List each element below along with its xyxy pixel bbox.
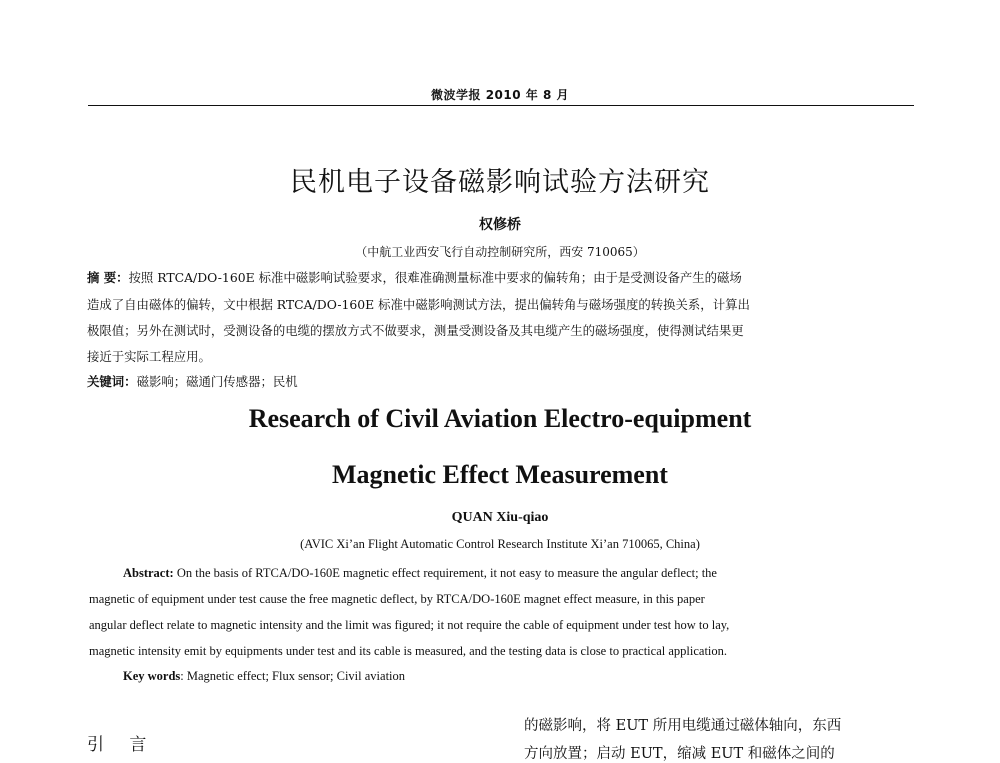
keywords-cn [87,374,912,390]
title-cn: 民机电子设备磁影响试验方法研究 [290,167,710,198]
author-en: QUAN Xiu-qiao [451,510,549,525]
abstract-en-line-2: magnetic of equipment under test cause the free magnetic deflect, by RTCA/DO-160E magnet effect measure, in this paper [89,592,705,606]
title-en-line-1: Research of Civil Aviation Electro-equipment [248,404,752,433]
keywords-cn-text: 磁影响；磁通门传感器；民机 [136,374,298,389]
journal-header: 微波学报 2010 年 8 月 [431,88,569,102]
abstract-cn-line-3: 极限值；另外在测试时，受测设备的电缆的摆放方式不做要求，测量受测设备及其电缆产生的磁场强度，使得测试结果更 [87,323,744,338]
affiliation-cn: （中航工业西安飞行自动控制研究所，西安 710065） [355,245,645,259]
abstract-cn-text: 按照 RTCA/DO-160E 标准中磁影响试验要求，很难准确测量标准中要求的偏转角；由于是受测设备产生的磁场 [128,270,742,285]
keywords-en-text: : Magnetic effect; Flux sensor; Civil aviation [180,669,406,683]
abstract-cn-line-4: 接近于实际工程应用。 [87,349,211,364]
body-col2-line-1: 的磁影响，将 EUT 所用电缆通过磁体轴向，东西 [524,718,842,734]
author-cn: 权修桥 [479,217,521,233]
body-col2-line-2: 方向放置；启动 EUT，缩减 EUT 和磁体之间的 [524,746,835,762]
keywords-en [123,668,405,684]
abstract-cn-label: 摘 要： [87,270,129,285]
section-heading-intro: 引 言 [87,735,157,755]
abstract-en-line-4: magnetic intensity emit by equipments under test and its cable is measured, and the testing data is close to practical application. [89,644,728,658]
abstract-en-line-3: angular deflect relate to magnetic intensity and the limit was figured; it not require the cable of equipment under test how to lay, [89,618,730,632]
abstract-cn-line-2: 造成了自由磁体的偏转，文中根据 RTCA/DO-160E 标准中磁影响测试方法，提出偏转角与磁场强度的转换关系，计算出 [87,297,750,312]
abstract-en-text: On the basis of RTCA/DO-160E magnetic effect requirement, it not easy to measure the angular deflect; the [173,566,717,580]
abstract-cn-line-1 [87,270,912,286]
keywords-cn-label: 关键词： [87,374,137,389]
header-rule [88,105,914,106]
affiliation-en: (AVIC Xi’an Flight Automatic Control Research Institute Xi’an 710065, China) [300,537,700,551]
title-en-line-2: Magnetic Effect Measurement [332,460,668,489]
abstract-en-line-1 [123,565,717,581]
keywords-en-label: Key words [123,669,181,683]
abstract-en-label: Abstract: [123,566,174,580]
